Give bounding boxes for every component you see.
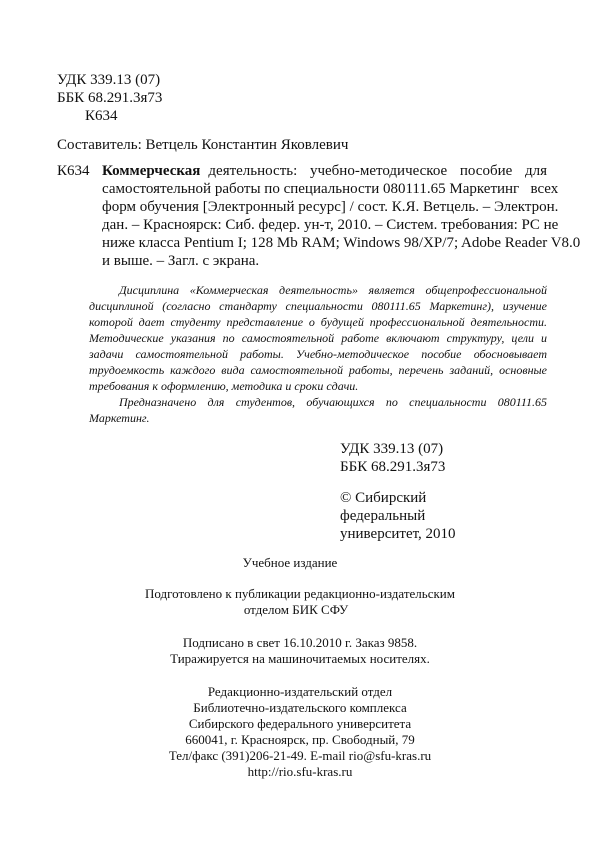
abstract-line: трудоемкость каждого вида самостоятельной работы, перечень заданий, основные	[89, 363, 547, 377]
publisher-line: Библиотечно-издательского комплекса	[193, 700, 407, 715]
record-line-4: дан. – Красноярск: Сиб. федер. ун-т, 2010. – Систем. требования: PC не	[102, 217, 559, 233]
publisher-line: Тел/факс (391)206-21-49. E-mail rio@sfu-kras.ru	[168, 748, 432, 763]
record-title: Коммерческая	[102, 163, 201, 179]
abstract	[89, 282, 547, 426]
copyright-line: университет, 2010	[340, 526, 456, 542]
udk-code: УДК 339.13 (07)	[57, 72, 161, 88]
bibliographic-record	[57, 162, 581, 270]
publisher-url: http://rio.sfu-kras.ru	[247, 764, 353, 779]
compiler-line: Составитель: Ветцель Константин Яковлевич	[57, 137, 349, 153]
record-line-5: ниже класса Pentium I; 128 Mb RAM; Windows 98/XP/7; Adobe Reader V8.0	[102, 235, 581, 251]
publisher-line: Редакционно-издательский отдел	[207, 684, 393, 699]
record-mark: К634	[57, 163, 90, 179]
abstract-line: которой дает студенту представление о будущей профессиональной деятельности.	[89, 315, 547, 329]
bbk-code: ББК 68.291.3я73	[57, 90, 163, 106]
classification-block	[57, 71, 162, 125]
record-line1-rest: деятельность: учебно-методическое пособие для	[208, 163, 547, 179]
right-udk-code: УДК 339.13 (07)	[340, 441, 444, 457]
publisher-line: Сибирского федерального университета	[188, 716, 412, 731]
abstract-line: Маркетинг.	[89, 411, 150, 425]
abstract-line: Методические указания по самостоятельной работе включают структуру, цели и	[89, 331, 547, 345]
record-line-3: форм обучения [Электронный ресурс] / сост. К.Я. Ветцель. – Электрон.	[102, 199, 559, 215]
copyright-block	[340, 489, 456, 543]
edition-type: Учебное издание	[242, 555, 338, 570]
record-line-1	[57, 162, 547, 180]
prepared-line: отделом БИК СФУ	[243, 602, 349, 617]
abstract-line: Дисциплина «Коммерческая деятельность» является общепрофессиональной	[119, 283, 547, 297]
right-classification	[340, 440, 445, 476]
abstract-line: Предназначено для студентов, обучающихся по специальности 080111.65	[119, 395, 547, 409]
imprint	[0, 555, 600, 780]
copyright-line: © Сибирский	[340, 490, 427, 506]
record-line-2: самостоятельной работы по специальности 080111.65 Маркетинг всех	[102, 181, 559, 197]
abstract-line: дисциплиной (согласно стандарту специальности 080111.65 Маркетинг), изучение	[89, 299, 547, 313]
right-bbk-code: ББК 68.291.3я73	[340, 459, 446, 475]
publisher-line: 660041, г. Красноярск, пр. Свободный, 79	[185, 732, 415, 747]
abstract-line: задачи самостоятельной работы. Учебно-методическое пособие обосновывает	[89, 347, 547, 361]
record-body	[57, 180, 581, 270]
abstract-line: требования к оформлению, методика и сроки сдачи.	[89, 379, 359, 393]
copyright-line: федеральный	[340, 508, 426, 524]
author-mark: К634	[85, 108, 118, 124]
signed-line: Подписано в свет 16.10.2010 г. Заказ 9858.	[182, 635, 418, 650]
record-line-6: и выше. – Загл. с экрана.	[102, 253, 260, 269]
signed-line: Тиражируется на машиночитаемых носителях.	[170, 651, 430, 666]
prepared-line: Подготовлено к публикации редакционно-издательским	[144, 586, 455, 601]
